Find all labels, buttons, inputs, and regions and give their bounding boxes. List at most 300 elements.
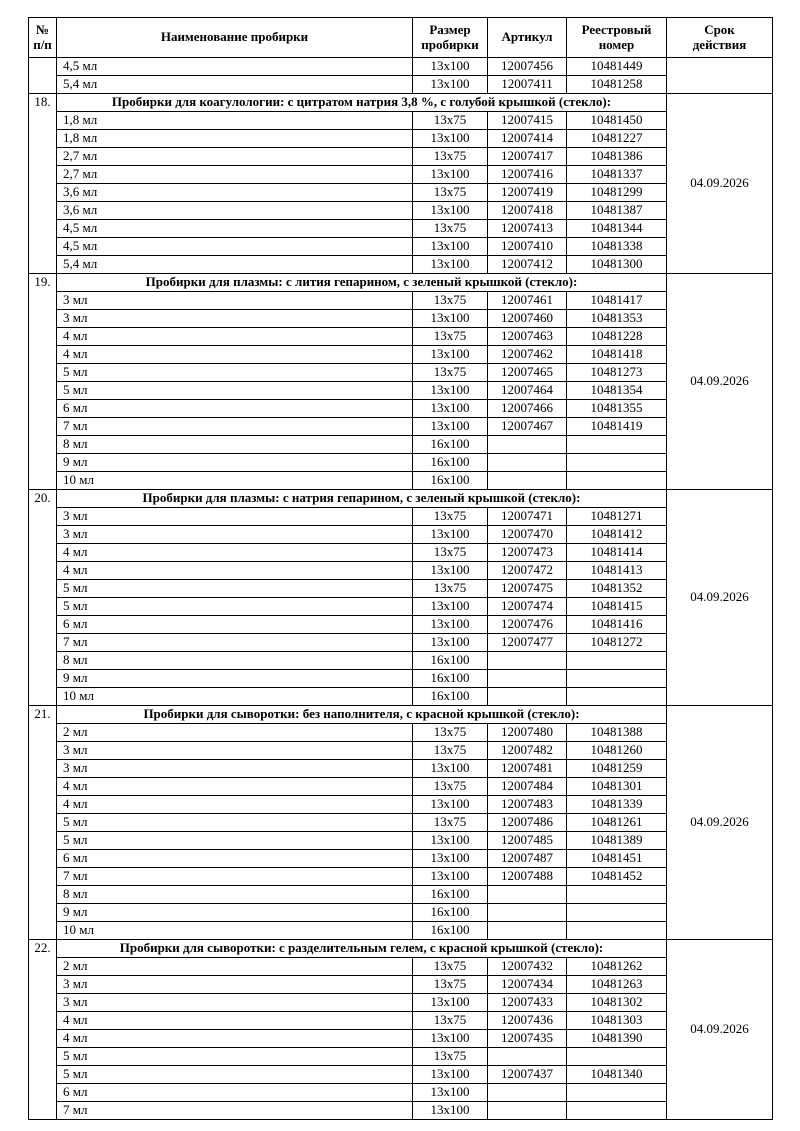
cell-size: 13x100 bbox=[413, 562, 488, 580]
cell-name: 7 мл bbox=[57, 868, 413, 886]
section-header-row bbox=[29, 706, 773, 724]
cell-registry: 10481419 bbox=[567, 418, 667, 436]
cell-size: 16x100 bbox=[413, 922, 488, 940]
cell-registry: 10481273 bbox=[567, 364, 667, 382]
cell-registry: 10481301 bbox=[567, 778, 667, 796]
cell-name: 10 мл bbox=[57, 922, 413, 940]
cell-registry: 10481262 bbox=[567, 958, 667, 976]
cell-article bbox=[488, 904, 567, 922]
cell-validity: 04.09.2026 bbox=[667, 706, 773, 940]
cell-name: 3 мл bbox=[57, 526, 413, 544]
cell-article: 12007414 bbox=[488, 130, 567, 148]
table-row bbox=[29, 256, 773, 274]
cell-name: 4 мл bbox=[57, 328, 413, 346]
cell-article: 12007433 bbox=[488, 994, 567, 1012]
cell-size: 13x75 bbox=[413, 976, 488, 994]
cell-size: 13x100 bbox=[413, 1066, 488, 1084]
cell-registry: 10481300 bbox=[567, 256, 667, 274]
cell-name: 2 мл bbox=[57, 724, 413, 742]
cell-registry: 10481390 bbox=[567, 1030, 667, 1048]
table-row bbox=[29, 652, 773, 670]
cell-registry: 10481227 bbox=[567, 130, 667, 148]
cell-article: 12007474 bbox=[488, 598, 567, 616]
header-size: Размер пробирки bbox=[413, 18, 488, 58]
cell-name: 5 мл bbox=[57, 382, 413, 400]
header-name: Наименование пробирки bbox=[57, 18, 413, 58]
cell-name: 5 мл bbox=[57, 832, 413, 850]
cell-name: 1,8 мл bbox=[57, 112, 413, 130]
cell-size: 13x75 bbox=[413, 220, 488, 238]
cell-registry: 10481302 bbox=[567, 994, 667, 1012]
cell-article: 12007432 bbox=[488, 958, 567, 976]
table-row bbox=[29, 580, 773, 598]
cell-name: 4 мл bbox=[57, 1012, 413, 1030]
cell-article: 12007416 bbox=[488, 166, 567, 184]
cell-name: 6 мл bbox=[57, 1084, 413, 1102]
cell-registry: 10481339 bbox=[567, 796, 667, 814]
cell-size: 13x100 bbox=[413, 238, 488, 256]
table-row bbox=[29, 76, 773, 94]
cell-registry: 10481271 bbox=[567, 508, 667, 526]
cell-article bbox=[488, 1102, 567, 1120]
cell-size: 13x75 bbox=[413, 328, 488, 346]
cell-name: 5 мл bbox=[57, 598, 413, 616]
cell-size: 13x75 bbox=[413, 580, 488, 598]
section-title: Пробирки для плазмы: с лития гепарином, с зеленый крышкой (стекло): bbox=[57, 274, 667, 292]
cell-name: 4 мл bbox=[57, 778, 413, 796]
cell-article: 12007419 bbox=[488, 184, 567, 202]
table-row bbox=[29, 742, 773, 760]
cell-name: 5,4 мл bbox=[57, 76, 413, 94]
table-row bbox=[29, 634, 773, 652]
cell-article: 12007410 bbox=[488, 238, 567, 256]
cell-size: 13x75 bbox=[413, 1048, 488, 1066]
cell-registry: 10481338 bbox=[567, 238, 667, 256]
table-row bbox=[29, 1066, 773, 1084]
cell-article: 12007412 bbox=[488, 256, 567, 274]
cell-size: 13x75 bbox=[413, 742, 488, 760]
table-row bbox=[29, 904, 773, 922]
cell-registry: 10481412 bbox=[567, 526, 667, 544]
cell-validity: 04.09.2026 bbox=[667, 490, 773, 706]
section-number: 18. bbox=[29, 94, 57, 274]
section-title: Пробирки для сыворотки: без наполнителя, с красной крышкой (стекло): bbox=[57, 706, 667, 724]
cell-registry: 10481418 bbox=[567, 346, 667, 364]
cell-size: 13x75 bbox=[413, 184, 488, 202]
cell-article: 12007464 bbox=[488, 382, 567, 400]
header-article: Артикул bbox=[488, 18, 567, 58]
cell-registry: 10481259 bbox=[567, 760, 667, 778]
cell-size: 13x100 bbox=[413, 1030, 488, 1048]
section-title: Пробирки для коагулологии: с цитратом натрия 3,8 %, с голубой крышкой (стекло): bbox=[57, 94, 667, 112]
cell-name: 4,5 мл bbox=[57, 238, 413, 256]
cell-registry: 10481353 bbox=[567, 310, 667, 328]
cell-name: 10 мл bbox=[57, 472, 413, 490]
table-row bbox=[29, 454, 773, 472]
cell-size: 13x75 bbox=[413, 508, 488, 526]
cell-registry: 10481337 bbox=[567, 166, 667, 184]
cell-size: 13x100 bbox=[413, 202, 488, 220]
cell-registry: 10481355 bbox=[567, 400, 667, 418]
cell-article bbox=[488, 922, 567, 940]
table-row bbox=[29, 922, 773, 940]
cell-article: 12007482 bbox=[488, 742, 567, 760]
cell-size: 16x100 bbox=[413, 436, 488, 454]
table-row bbox=[29, 1084, 773, 1102]
section-number: 20. bbox=[29, 490, 57, 706]
cell-size: 13x75 bbox=[413, 112, 488, 130]
cell-name: 5,4 мл bbox=[57, 256, 413, 274]
cell-article: 12007467 bbox=[488, 418, 567, 436]
cell-article: 12007480 bbox=[488, 724, 567, 742]
table-row bbox=[29, 238, 773, 256]
table-row bbox=[29, 778, 773, 796]
cell-registry: 10481414 bbox=[567, 544, 667, 562]
cell-registry: 10481451 bbox=[567, 850, 667, 868]
cell-size: 13x100 bbox=[413, 130, 488, 148]
cell-registry: 10481299 bbox=[567, 184, 667, 202]
cell-name: 5 мл bbox=[57, 1048, 413, 1066]
cell-size: 13x100 bbox=[413, 832, 488, 850]
table-row bbox=[29, 562, 773, 580]
cell-name: 3 мл bbox=[57, 742, 413, 760]
cell-article: 12007485 bbox=[488, 832, 567, 850]
table-row bbox=[29, 328, 773, 346]
table-row bbox=[29, 184, 773, 202]
cell-article bbox=[488, 1084, 567, 1102]
table-row bbox=[29, 310, 773, 328]
table-row bbox=[29, 958, 773, 976]
cell-article: 12007475 bbox=[488, 580, 567, 598]
cell-size: 16x100 bbox=[413, 904, 488, 922]
table-row bbox=[29, 832, 773, 850]
cell-registry bbox=[567, 1084, 667, 1102]
cell-article: 12007470 bbox=[488, 526, 567, 544]
cell-name: 3 мл bbox=[57, 976, 413, 994]
table-row bbox=[29, 418, 773, 436]
table-row bbox=[29, 670, 773, 688]
table-row bbox=[29, 220, 773, 238]
cell-name: 2 мл bbox=[57, 958, 413, 976]
cell-registry: 10481260 bbox=[567, 742, 667, 760]
cell-registry bbox=[567, 886, 667, 904]
cell-size: 13x75 bbox=[413, 544, 488, 562]
cell-name: 5 мл bbox=[57, 580, 413, 598]
cell-size: 16x100 bbox=[413, 670, 488, 688]
table-row bbox=[29, 436, 773, 454]
table-row bbox=[29, 886, 773, 904]
table-row bbox=[29, 130, 773, 148]
cell-size: 13x100 bbox=[413, 598, 488, 616]
cell-name: 3 мл bbox=[57, 508, 413, 526]
cell-name: 2,7 мл bbox=[57, 148, 413, 166]
cell-name: 4 мл bbox=[57, 796, 413, 814]
cell-article: 12007461 bbox=[488, 292, 567, 310]
cell-size: 16x100 bbox=[413, 886, 488, 904]
section-title: Пробирки для плазмы: с натрия гепарином, с зеленый крышкой (стекло): bbox=[57, 490, 667, 508]
cell-registry: 10481352 bbox=[567, 580, 667, 598]
cell-size: 13x100 bbox=[413, 994, 488, 1012]
cell-article bbox=[488, 688, 567, 706]
cell-name: 9 мл bbox=[57, 904, 413, 922]
cell-size: 13x100 bbox=[413, 346, 488, 364]
cell-article: 12007486 bbox=[488, 814, 567, 832]
cell-registry bbox=[567, 670, 667, 688]
cell-size: 13x100 bbox=[413, 58, 488, 76]
table-row bbox=[29, 292, 773, 310]
cell-size: 13x100 bbox=[413, 796, 488, 814]
cell-registry: 10481413 bbox=[567, 562, 667, 580]
cell-name: 8 мл bbox=[57, 886, 413, 904]
cell-name: 5 мл bbox=[57, 1066, 413, 1084]
section-header-row bbox=[29, 490, 773, 508]
cell-name: 3,6 мл bbox=[57, 202, 413, 220]
cell-article: 12007471 bbox=[488, 508, 567, 526]
cell-registry: 10481388 bbox=[567, 724, 667, 742]
cell-article: 12007456 bbox=[488, 58, 567, 76]
cell-name: 2,7 мл bbox=[57, 166, 413, 184]
cell-article: 12007477 bbox=[488, 634, 567, 652]
cell-article bbox=[488, 454, 567, 472]
cell-size: 13x100 bbox=[413, 310, 488, 328]
cell-name: 6 мл bbox=[57, 400, 413, 418]
cell-article: 12007476 bbox=[488, 616, 567, 634]
table-row bbox=[29, 1102, 773, 1120]
cell-size: 13x100 bbox=[413, 616, 488, 634]
section-number: 19. bbox=[29, 274, 57, 490]
cell-size: 16x100 bbox=[413, 652, 488, 670]
cell-name: 7 мл bbox=[57, 1102, 413, 1120]
cell-name: 1,8 мл bbox=[57, 130, 413, 148]
table-row bbox=[29, 616, 773, 634]
cell-name: 5 мл bbox=[57, 814, 413, 832]
cell-size: 13x75 bbox=[413, 364, 488, 382]
table-row bbox=[29, 688, 773, 706]
cell-size: 16x100 bbox=[413, 472, 488, 490]
cell-size: 13x75 bbox=[413, 958, 488, 976]
cell-size: 13x100 bbox=[413, 526, 488, 544]
cell-registry: 10481263 bbox=[567, 976, 667, 994]
cell-name: 3 мл bbox=[57, 310, 413, 328]
table-row bbox=[29, 472, 773, 490]
cell-registry bbox=[567, 1048, 667, 1066]
cell-size: 13x100 bbox=[413, 1102, 488, 1120]
table-row bbox=[29, 994, 773, 1012]
cell-registry: 10481416 bbox=[567, 616, 667, 634]
table-row bbox=[29, 202, 773, 220]
cell-registry: 10481415 bbox=[567, 598, 667, 616]
cell-name: 10 мл bbox=[57, 688, 413, 706]
header-validity: Срок действия bbox=[667, 18, 773, 58]
table-row bbox=[29, 58, 773, 76]
cell-registry: 10481354 bbox=[567, 382, 667, 400]
section-header-row bbox=[29, 940, 773, 958]
cell-article bbox=[488, 436, 567, 454]
cell-size: 13x100 bbox=[413, 256, 488, 274]
cell-size: 13x100 bbox=[413, 850, 488, 868]
cell-name: 3 мл bbox=[57, 292, 413, 310]
table-row bbox=[29, 382, 773, 400]
cell-article: 12007484 bbox=[488, 778, 567, 796]
section-header-row bbox=[29, 94, 773, 112]
cell-article: 12007466 bbox=[488, 400, 567, 418]
table-row bbox=[29, 544, 773, 562]
table-header bbox=[29, 18, 773, 58]
section-header-row bbox=[29, 274, 773, 292]
cell-name: 7 мл bbox=[57, 634, 413, 652]
cell-size: 13x100 bbox=[413, 76, 488, 94]
cell-name: 4 мл bbox=[57, 562, 413, 580]
table-row bbox=[29, 850, 773, 868]
cell-article: 12007488 bbox=[488, 868, 567, 886]
cell-registry: 10481272 bbox=[567, 634, 667, 652]
cell-article bbox=[488, 670, 567, 688]
cell-validity-empty bbox=[667, 58, 773, 94]
cell-name: 9 мл bbox=[57, 454, 413, 472]
cell-name: 4,5 мл bbox=[57, 58, 413, 76]
cell-size: 13x100 bbox=[413, 868, 488, 886]
cell-article: 12007483 bbox=[488, 796, 567, 814]
cell-registry: 10481449 bbox=[567, 58, 667, 76]
cell-article bbox=[488, 886, 567, 904]
cell-article: 12007472 bbox=[488, 562, 567, 580]
cell-registry: 10481417 bbox=[567, 292, 667, 310]
header-registry: Реестровый номер bbox=[567, 18, 667, 58]
section-number: 21. bbox=[29, 706, 57, 940]
cell-article bbox=[488, 652, 567, 670]
cell-name: 3 мл bbox=[57, 994, 413, 1012]
cell-article: 12007473 bbox=[488, 544, 567, 562]
cell-registry: 10481389 bbox=[567, 832, 667, 850]
cell-registry bbox=[567, 472, 667, 490]
table-row bbox=[29, 796, 773, 814]
cell-name: 5 мл bbox=[57, 364, 413, 382]
cell-registry: 10481228 bbox=[567, 328, 667, 346]
cell-size: 13x75 bbox=[413, 292, 488, 310]
cell-registry bbox=[567, 904, 667, 922]
cell-size: 13x75 bbox=[413, 1012, 488, 1030]
table-row bbox=[29, 1012, 773, 1030]
cell-article: 12007417 bbox=[488, 148, 567, 166]
cell-registry: 10481387 bbox=[567, 202, 667, 220]
table-row bbox=[29, 724, 773, 742]
cell-size: 13x100 bbox=[413, 382, 488, 400]
cell-registry: 10481450 bbox=[567, 112, 667, 130]
cell-name: 3 мл bbox=[57, 760, 413, 778]
products-table bbox=[28, 17, 773, 1120]
cell-registry: 10481452 bbox=[567, 868, 667, 886]
cell-name: 4 мл bbox=[57, 1030, 413, 1048]
table-row bbox=[29, 346, 773, 364]
cell-size: 16x100 bbox=[413, 454, 488, 472]
cell-article: 12007437 bbox=[488, 1066, 567, 1084]
cell-validity: 04.09.2026 bbox=[667, 940, 773, 1120]
cell-size: 13x100 bbox=[413, 760, 488, 778]
cell-registry bbox=[567, 652, 667, 670]
cell-article: 12007435 bbox=[488, 1030, 567, 1048]
cell-num-empty bbox=[29, 58, 57, 94]
cell-article: 12007436 bbox=[488, 1012, 567, 1030]
cell-registry: 10481261 bbox=[567, 814, 667, 832]
cell-name: 4,5 мл bbox=[57, 220, 413, 238]
cell-article: 12007465 bbox=[488, 364, 567, 382]
table-row bbox=[29, 148, 773, 166]
cell-name: 8 мл bbox=[57, 436, 413, 454]
cell-article: 12007462 bbox=[488, 346, 567, 364]
cell-registry bbox=[567, 436, 667, 454]
table-row bbox=[29, 112, 773, 130]
cell-article: 12007460 bbox=[488, 310, 567, 328]
table-row bbox=[29, 166, 773, 184]
table-row bbox=[29, 526, 773, 544]
cell-name: 8 мл bbox=[57, 652, 413, 670]
cell-size: 16x100 bbox=[413, 688, 488, 706]
table-row bbox=[29, 760, 773, 778]
cell-registry: 10481386 bbox=[567, 148, 667, 166]
table-row bbox=[29, 1030, 773, 1048]
table-header-row bbox=[29, 18, 773, 58]
cell-validity: 04.09.2026 bbox=[667, 274, 773, 490]
cell-registry bbox=[567, 688, 667, 706]
cell-size: 13x100 bbox=[413, 634, 488, 652]
cell-name: 9 мл bbox=[57, 670, 413, 688]
table-row bbox=[29, 814, 773, 832]
table-row bbox=[29, 868, 773, 886]
cell-article: 12007411 bbox=[488, 76, 567, 94]
cell-size: 13x100 bbox=[413, 400, 488, 418]
table-row bbox=[29, 1048, 773, 1066]
cell-registry: 10481303 bbox=[567, 1012, 667, 1030]
cell-registry: 10481340 bbox=[567, 1066, 667, 1084]
cell-name: 6 мл bbox=[57, 850, 413, 868]
cell-size: 13x75 bbox=[413, 724, 488, 742]
cell-article: 12007413 bbox=[488, 220, 567, 238]
table-row bbox=[29, 364, 773, 382]
table-row bbox=[29, 976, 773, 994]
cell-article bbox=[488, 472, 567, 490]
cell-article: 12007418 bbox=[488, 202, 567, 220]
cell-size: 13x100 bbox=[413, 418, 488, 436]
table-row bbox=[29, 400, 773, 418]
cell-name: 7 мл bbox=[57, 418, 413, 436]
section-number: 22. bbox=[29, 940, 57, 1120]
cell-registry: 10481258 bbox=[567, 76, 667, 94]
cell-size: 13x75 bbox=[413, 814, 488, 832]
cell-size: 13x100 bbox=[413, 166, 488, 184]
cell-size: 13x100 bbox=[413, 1084, 488, 1102]
cell-size: 13x75 bbox=[413, 148, 488, 166]
cell-article bbox=[488, 1048, 567, 1066]
cell-size: 13x75 bbox=[413, 778, 488, 796]
cell-registry bbox=[567, 922, 667, 940]
table-row bbox=[29, 508, 773, 526]
cell-article: 12007434 bbox=[488, 976, 567, 994]
cell-name: 4 мл bbox=[57, 544, 413, 562]
cell-article: 12007463 bbox=[488, 328, 567, 346]
cell-validity: 04.09.2026 bbox=[667, 94, 773, 274]
cell-name: 3,6 мл bbox=[57, 184, 413, 202]
cell-registry: 10481344 bbox=[567, 220, 667, 238]
cell-article: 12007481 bbox=[488, 760, 567, 778]
table-body bbox=[29, 58, 773, 1120]
cell-registry bbox=[567, 454, 667, 472]
cell-name: 6 мл bbox=[57, 616, 413, 634]
cell-article: 12007415 bbox=[488, 112, 567, 130]
table-row bbox=[29, 598, 773, 616]
section-title: Пробирки для сыворотки: с разделительным гелем, с красной крышкой (стекло): bbox=[57, 940, 667, 958]
header-num: № п/п bbox=[29, 18, 57, 58]
cell-registry bbox=[567, 1102, 667, 1120]
